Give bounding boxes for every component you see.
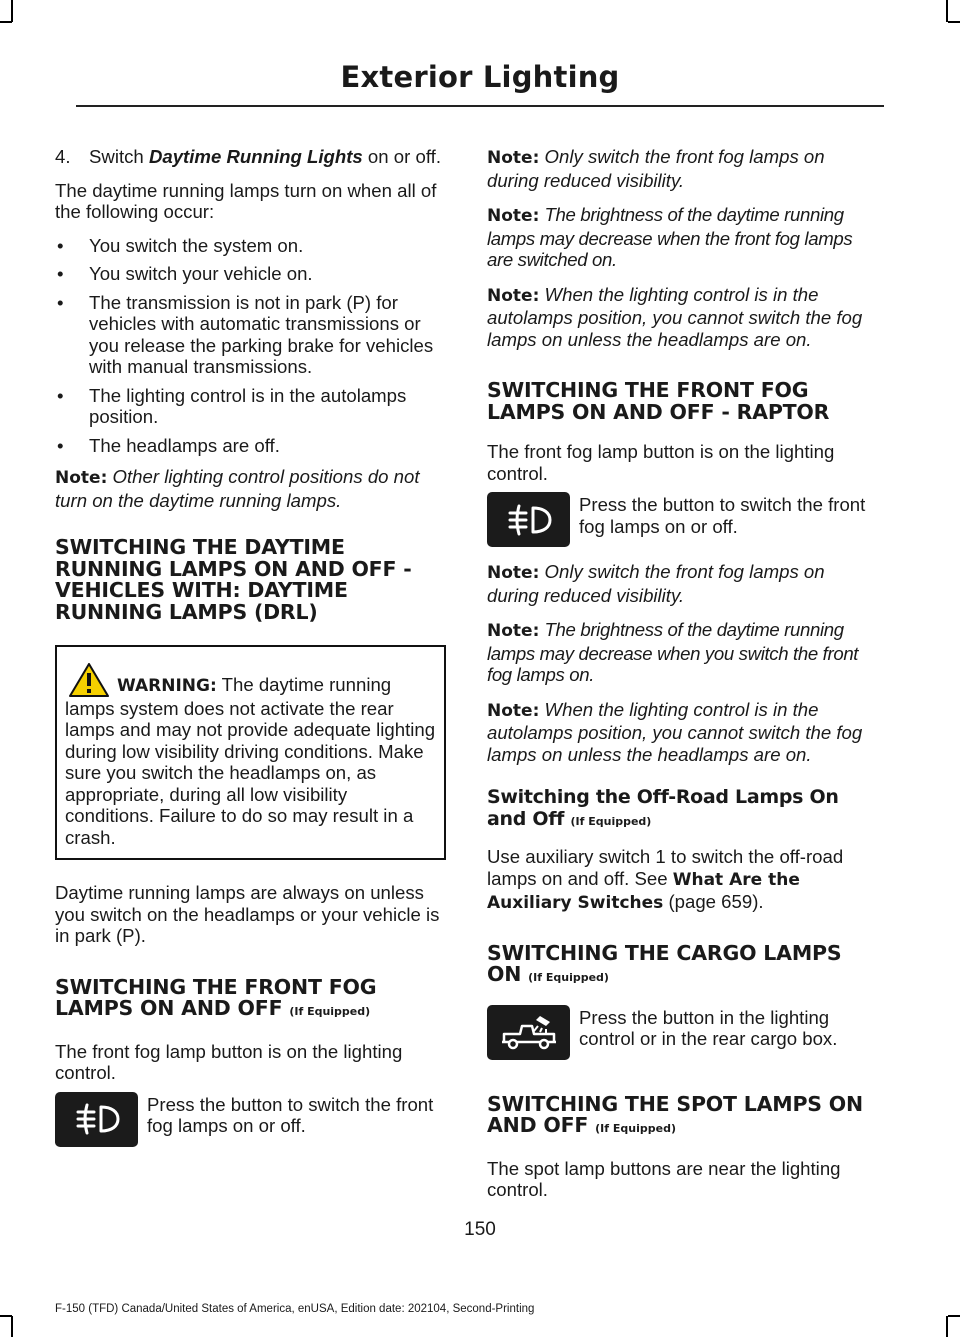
cross-reference-link[interactable]: What Are the Auxiliary Switches xyxy=(487,869,800,913)
note: Note: When the lighting control is in the autolamps position, you cannot switch the fog lamps on unless the headlamps are on. xyxy=(487,698,863,765)
crop-mark xyxy=(0,1315,12,1317)
bullet-mark: • xyxy=(57,263,64,284)
warning-box xyxy=(55,645,446,860)
bullet-mark: • xyxy=(57,434,64,456)
crop-mark xyxy=(948,21,960,23)
fog-press-text: Press the button to switch the front fog lamps on or off. xyxy=(579,494,866,537)
crop-mark xyxy=(11,1316,13,1337)
step-pre: Switch xyxy=(89,146,149,167)
crop-mark xyxy=(11,0,13,22)
page-number: 150 xyxy=(464,1219,496,1240)
fog-lamp-instruction xyxy=(487,494,880,547)
fog-lamp-instruction xyxy=(55,1094,446,1147)
offroad-paragraph: Use auxiliary switch 1 to switch the off-road lamps on and off. See What Are the Auxiliary Switches (page 659). xyxy=(487,846,844,913)
header-rule xyxy=(76,105,884,107)
crop-mark xyxy=(946,0,948,22)
list-item: • The lighting control is in the autolamps position. xyxy=(57,384,407,427)
list-item: • The transmission is not in park (P) for vehicles with automatic transmissions or you release the parking brake for vehicles with manual transmissions. xyxy=(57,291,434,377)
footer-edition: F-150 (TFD) Canada/United States of America, enUSA, Edition date: 202104, Second-Printing xyxy=(55,1303,535,1315)
section-heading-drl: SWITCHING THE DAYTIME RUNNING LAMPS ON AND OFF - VEHICLES WITH: DAYTIME RUNNING LAMPS (DRL) xyxy=(55,535,412,624)
bullet-mark: • xyxy=(57,384,64,406)
paragraph: The front fog lamp button is on the lighting control. xyxy=(55,1040,403,1083)
list-item: • The headlamps are off. xyxy=(57,434,280,456)
conditions-list xyxy=(55,235,446,457)
note: Note: The brightness of the daytime running lamps may decrease when you switch the front fog lamps on. xyxy=(487,619,859,685)
cargo-lamp-instruction xyxy=(487,1007,880,1060)
cargo-press-text: Press the button in the lighting control or in the rear cargo box. xyxy=(579,1006,838,1049)
list-item: • You switch your vehicle on. xyxy=(57,263,313,284)
note: Note: Other lighting control positions do not turn on the daytime running lamps. xyxy=(55,466,420,511)
paragraph: The spot lamp buttons are near the lighting control. xyxy=(487,1157,841,1200)
warning-text: The daytime running lamps system does not activate the rear lamps and may not provide adequate lighting during low visibility driving conditions. Make sure you switch the headlamps on, as appropriate, during all low visibility conditions. Failure to do so may result in a crash. xyxy=(65,674,436,848)
left-column xyxy=(55,146,446,1161)
section-heading-spot: SWITCHING THE SPOT LAMPS ON AND OFF (If Equipped) xyxy=(487,1091,863,1137)
section-heading-raptor: SWITCHING THE FRONT FOG LAMPS ON AND OFF - RAPTOR xyxy=(487,378,830,424)
front-fog-lamp-icon xyxy=(487,492,570,547)
right-column xyxy=(487,146,880,1213)
if-equipped-tag: (If Equipped) xyxy=(289,1005,371,1018)
front-fog-lamp-icon xyxy=(55,1092,138,1147)
subsection-heading-offroad: Switching the Off-Road Lamps On and Off (If Equipped) xyxy=(487,786,839,830)
step-post: on or off. xyxy=(362,146,441,167)
if-equipped-tag: (If Equipped) xyxy=(595,1122,676,1135)
paragraph: The front fog lamp button is on the lighting control. xyxy=(487,441,835,484)
fog-press-text: Press the button to switch the front fog lamps on or off. xyxy=(147,1093,434,1136)
section-heading-fog: SWITCHING THE FRONT FOG LAMPS ON AND OFF (If Equipped) xyxy=(55,974,377,1020)
step-setting-name: Daytime Running Lights xyxy=(148,146,363,167)
bullet-mark: • xyxy=(57,234,64,256)
page-title: Exterior Lighting xyxy=(340,60,620,94)
intro-paragraph: The daytime running lamps turn on when all of the following occur: xyxy=(55,179,437,222)
step-number: 4. xyxy=(55,146,71,167)
if-equipped-tag: (If Equipped) xyxy=(570,814,652,828)
crop-mark xyxy=(946,1316,948,1337)
crop-mark xyxy=(948,1315,960,1317)
list-item: • You switch the system on. xyxy=(57,234,304,256)
note: Note: Only switch the front fog lamps on during reduced visibility. xyxy=(487,146,825,191)
numbered-step xyxy=(55,146,446,168)
note: Note: The brightness of the daytime running lamps may decrease when the front fog lamps are switched on. xyxy=(487,204,853,270)
bullet-mark: • xyxy=(57,291,64,313)
note: Note: Only switch the front fog lamps on during reduced visibility. xyxy=(487,561,825,606)
note: Note: When the lighting control is in the autolamps position, you cannot switch the fog lamps on unless the headlamps are on. xyxy=(487,283,863,350)
paragraph: Daytime running lamps are always on unless you switch on the headlamps or your vehicle is in park (P). xyxy=(55,882,440,946)
if-equipped-tag: (If Equipped) xyxy=(528,971,609,984)
cargo-lamp-icon xyxy=(487,1005,570,1060)
section-heading-cargo: SWITCHING THE CARGO LAMPS ON (If Equipped) xyxy=(487,940,842,986)
warning-label: WARNING: xyxy=(117,676,217,696)
warning-triangle-icon xyxy=(69,663,109,697)
crop-mark xyxy=(0,21,12,23)
